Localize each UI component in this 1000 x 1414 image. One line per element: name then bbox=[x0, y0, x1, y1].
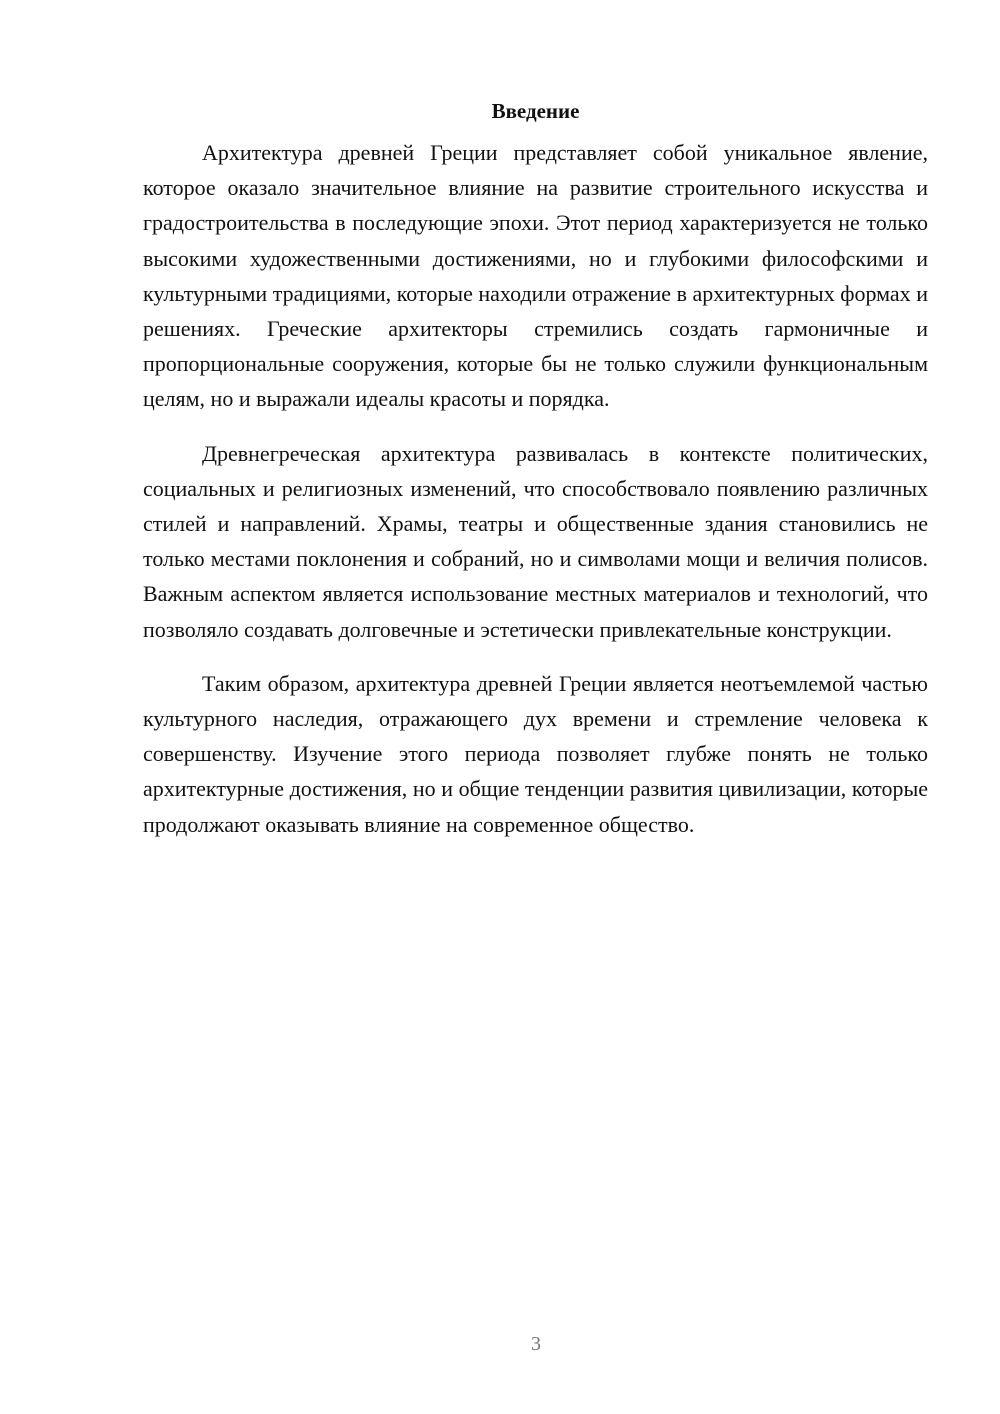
paragraph-1: Архитектура древней Греции представляет собой уникальное явление, которое оказало значительное влияние на развитие строительного искусства и градостроительства в последующие эпохи. Этот период характеризуется не только высокими художественными достижениями, но и глубокими философскими и культурными традициями, которые находили отражение в архитектурных формах и решениях. Греческие архитекторы стремились создать гармоничные и пропорциональные сооружения, которые бы не только служили функциональным целям, но и выражали идеалы красоты и порядка. bbox=[143, 140, 928, 412]
paragraph-3: Таким образом, архитектура древней Греции является неотъемлемой частью культурного наследия, отражающего дух времени и стремление человека к совершенству. Изучение этого периода позволяет глубже понять не только архитектурные достижения, но и общие тенденции развития цивилизации, которые продолжают оказывать влияние на современное общество. bbox=[143, 670, 928, 837]
paragraph-2: Древнегреческая архитектура развивалась в контексте политических, социальных и религиозных изменений, что способствовало появлению различных стилей и направлений. Храмы, театры и общественные здания становились не только местами поклонения и собраний, но и символами мощи и величия полисов. Важным аспектом является использование местных материалов и технологий, что позволяло создавать долговечные и эстетически привлекательные конструкции. bbox=[143, 440, 928, 642]
section-heading: Введение bbox=[491, 99, 580, 123]
page-number: 3 bbox=[531, 1333, 541, 1355]
page-content bbox=[143, 95, 928, 842]
